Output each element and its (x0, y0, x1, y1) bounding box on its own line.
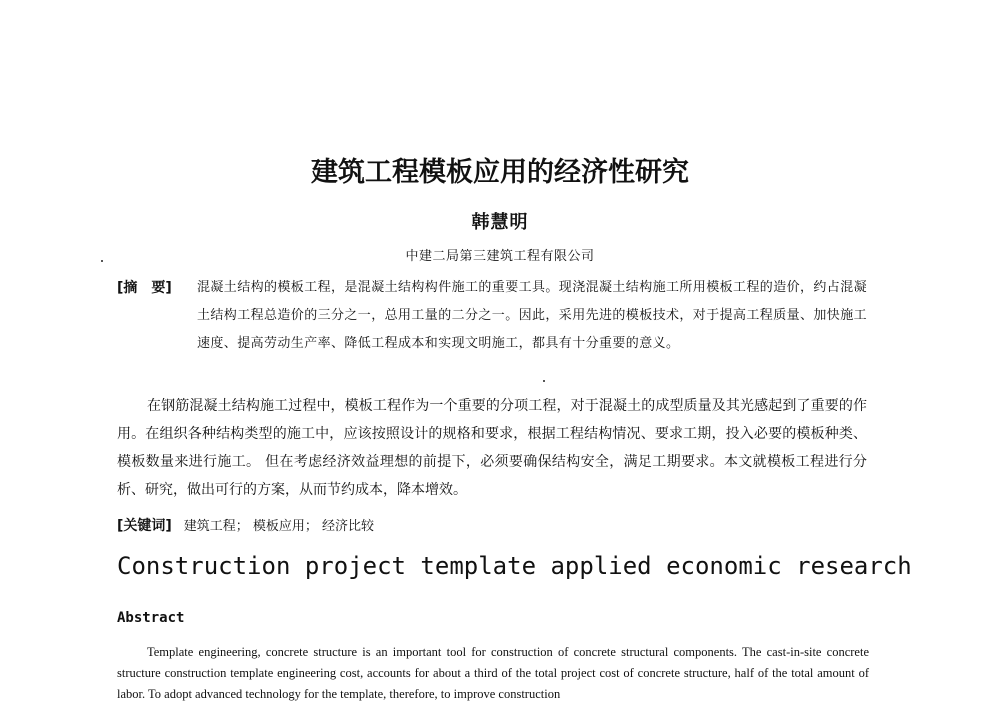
scan-speck (543, 380, 545, 382)
abstract-section (117, 274, 867, 358)
keywords-text: 建筑工程； 模板应用； 经济比较 (183, 519, 375, 534)
author-affiliation: 中建二局第三建筑工程有限公司 (405, 249, 595, 264)
keywords-section (117, 512, 867, 541)
intro-paragraph: 在钢筋混凝土结构施工过程中，模板工程作为一个重要的分项工程，对于混凝土的成型质量及其光感起到了重要的作用。在组织各种结构类型的施工中，应该按照设计的规格和要求，根据工程结构情况、要求工期，投入必要的模板种类、模板数量来进行施工。 但在考虑经济效益理想的前提下，必须要确保结构安全，满足工期要求。本文就模板工程进行分析、研究，做出可行的方案，从而节约成本，降本增效。 (117, 398, 867, 498)
abstract-label: [摘 要] (117, 280, 172, 296)
author-name: 韩慧明 (471, 212, 529, 233)
keywords-label: [关键词] (117, 518, 172, 534)
english-abstract-text: Template engineering, concrete structure is an important tool for construction of concrete structural components. The cast-in-site concrete structure construction template engineering cost, accounts for about a third of the total project cost of concrete structure, half of the total amount of labor. To adopt advanced technology for the template, therefore, to improve construction (117, 645, 869, 701)
paper-title: 建筑工程模板应用的经济性研究 (311, 157, 689, 188)
english-abstract-label: Abstract (117, 610, 185, 626)
english-title: Construction project template applied economic research (117, 552, 912, 580)
abstract-text: 混凝土结构的模板工程，是混凝土结构构件施工的重要工具。现浇混凝土结构施工所用模板工程的造价，约占混凝土结构工程总造价的三分之一，总用工量的二分之一。因此，采用先进的模板技术，对于提高工程质量、加快施工速度、提高劳动生产率、降低工程成本和实现文明施工，都具有十分重要的意义。 (197, 280, 868, 351)
